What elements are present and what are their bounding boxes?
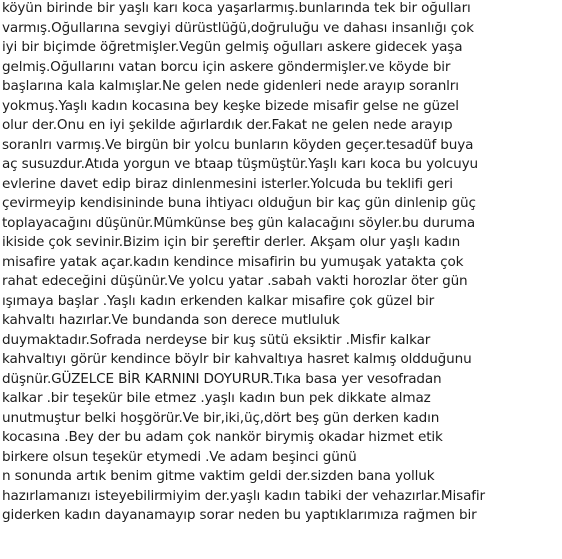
- text-line: yokmuş.Yaşlı kadın kocasına bey keşke bizede misafir gelse ne güzel: [2, 97, 459, 114]
- text-line: varmış.Oğullarına sevgiyi dürüstlüğü,doğruluğu ve dahası insanlığı çok: [2, 19, 474, 36]
- text-line: köyün birinde bir yaşlı karı koca yaşarlarmış.bunlarında tek bir oğulları: [2, 0, 471, 16]
- text-line: evlerine davet edip biraz dinlenmesini isterler.Yolcuda bu teklifi geri: [2, 175, 453, 192]
- text-line: aç susuzdur.Atıda yorgun ve btaap tüşmüştür.Yaşlı karı koca bu yolcuyu: [2, 156, 478, 172]
- text-line: unutmuştur belki hoşgörür.Ve bir,iki,üç,dört beş gün derken kadın: [2, 409, 440, 426]
- text-line: çevirmeyip kendisininde buna ihtiyacı olduğun bir kaç gün dinlenip güç: [2, 195, 476, 211]
- text-line: hazırlamanızı isteyebilirmiyim der.yaşlı kadın tabiki der vehazırlar.Misafir: [2, 487, 485, 504]
- text-line: ışımaya başlar .Yaşlı kadın erkenden kalkar misafire çok güzel bir: [2, 292, 435, 309]
- text-line: duymaktadır.Sofrada nerdeyse bir kuş sütü eksiktir .Misfir kalkar: [2, 331, 431, 348]
- text-line: olur der.Onu en iyi şekilde ağırlardık der.Fakat ne gelen nede arayıp: [2, 117, 453, 133]
- text-line: ikiside çok sevinir.Bizim için bir şereftir derler. Akşam olur yaşlı kadın: [2, 234, 461, 250]
- text-line: toplayacağını düşünür.Mümkünse beş gün kalacağını söyler.bu duruma: [2, 214, 476, 231]
- text-line: kalkar .bir teşekür bile etmez .yaşlı kadın bun pek dikkate almaz: [2, 390, 431, 406]
- text-line: kahvaltı hazırlar.Ve bundanda son derece mutluluk: [2, 312, 340, 328]
- text-line: giderken kadın dayanamayıp sorar neden bu yaptıklarımıza rağmen bir: [2, 507, 477, 523]
- text-line: misafire yatak açar.kadın kendince misafirin bu yumuşak yatakta çok: [2, 253, 464, 270]
- text-line: soranlrı varmış.Ve birgün bir yolcu bunların köyden geçer.tesadüf buya: [2, 136, 474, 153]
- text-line: başlarına kala kalmışlar.Ne gelen nede gidenleri nede arayıp soranlrı: [2, 78, 459, 94]
- text-line: düşnür.GÜZELCE BİR KARNINI DOYURUR.Tıka basa yer vesofradan: [2, 370, 442, 387]
- text-line: kocasına .Bey der bu adam çok nankör birymiş okadar hizmet etik: [2, 429, 443, 445]
- text-line: n sonunda artık benim gitme vaktim geldi der.sizden bana yolluk: [2, 468, 435, 484]
- text-line: iyi bir biçimde öğretmişler.Vegün gelmiş oğulları askere gidecek yaşa: [2, 39, 463, 55]
- text-line: birkere olsun teşekür etymedi .Ve adam beşinci günü: [2, 448, 357, 465]
- text-line: gelmiş.Oğullarını vatan borcu için askere göndermişler.ve köyde bir: [2, 58, 451, 75]
- text-line: kahvaltıyı görür kendince böylr bir kahvaltıya hasret kalmış oldduğunu: [2, 351, 472, 367]
- text-line: rahat edeceğini düşünür.Ve yolcu yatar .sabah vakti horozlar öter gün: [2, 273, 468, 289]
